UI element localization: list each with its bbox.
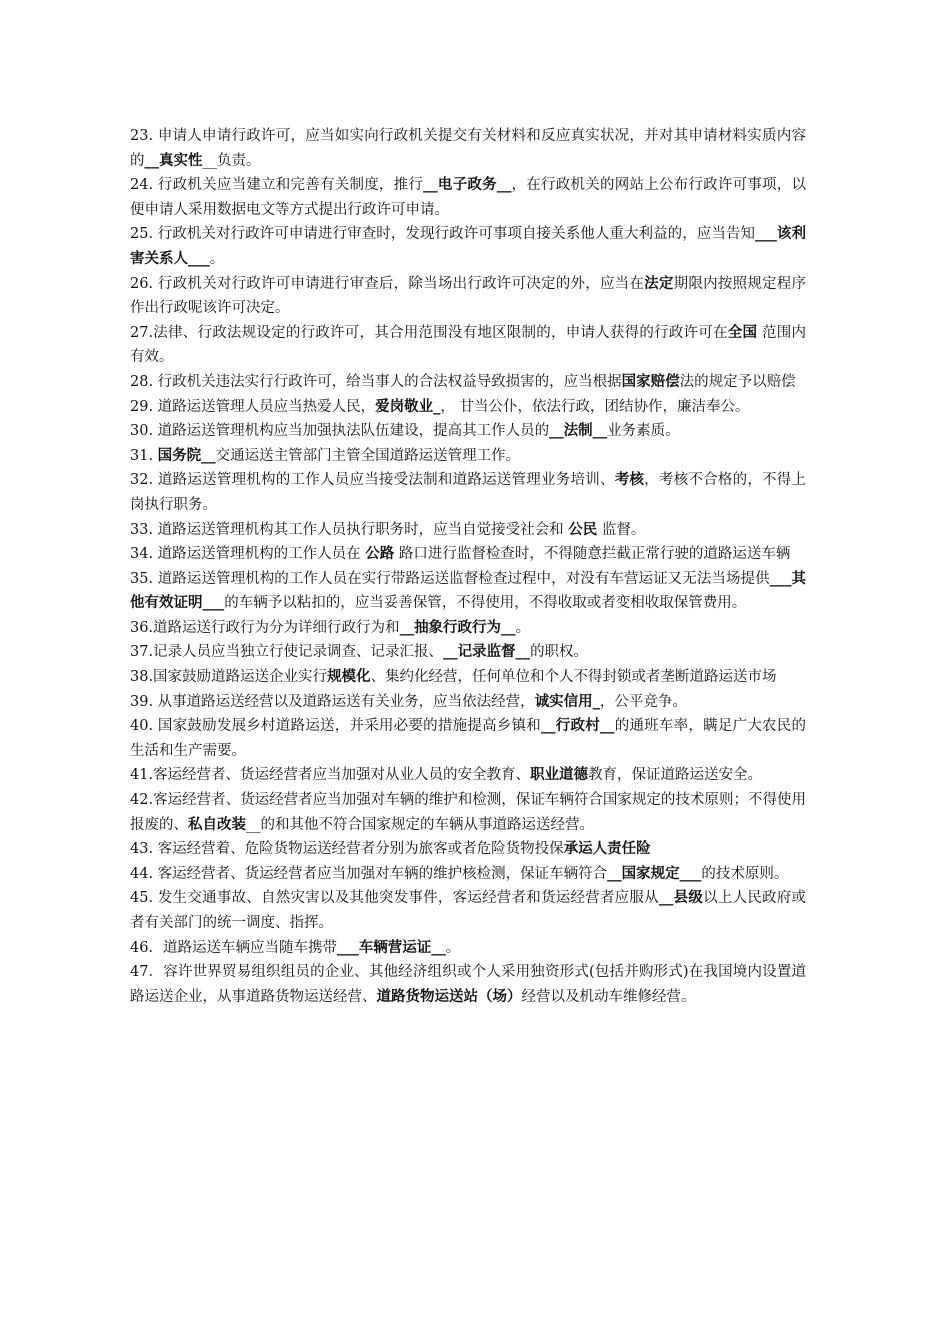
question-text: 交通运送主管部门主管全国道路运送管理工作。 (215, 447, 521, 464)
question-text: 经营以及机动车维修经营。 (521, 988, 696, 1005)
answer-text: 考核 (614, 472, 645, 489)
answer-text: 国务院__ (157, 447, 216, 464)
question-text: 45. 发生交通事故、自然灾害以及其他突发事件，客运经营者和货运经营者应服从 (130, 890, 659, 907)
question-text: 25. 行政机关对行政许可申请进行审查时，发现行政许可事项自接关系他人重大利益的，应当告知 (130, 226, 756, 243)
question-text: 以上人民政府或者有关部门的统一调度、指挥。 (130, 890, 807, 931)
question-item-25 (130, 222, 806, 271)
answer-text: 诚实信用_ (534, 693, 600, 710)
question-text: 43. 客运经营着、危险货物运送经营者分别为旅客或者危险货物投保 (130, 841, 564, 858)
question-text: ， 甘当公仆，依法行政，团结协作，廉洁奉公。 (440, 398, 750, 415)
question-text: ，在行政机关的网站上公布行政许可事项，以便申请人采用数据电文等方式提出行政许可申请。 (130, 177, 807, 218)
answer-text: 全国 (727, 324, 758, 341)
question-text: 28. 行政机关违法实行行政许可，给当事人的合法权益导致损害的，应当根据 (130, 373, 622, 390)
question-text: 39. 从事道路运送经营以及道路运送有关业务，应当依法经营， (130, 693, 535, 710)
question-text: __的和其他不符合国家规定的车辆从事道路运送经营。 (246, 816, 594, 833)
answer-text: 国家赔偿 (621, 373, 680, 390)
question-text: 监督。 (597, 521, 646, 538)
question-text: ，公平竞争。 (599, 693, 687, 710)
answer-text: __县级 (658, 890, 704, 907)
question-text: 27.法律、行政法规设定的行政许可，其合用范围没有地区限制的，申请人获得的行政许可在 (130, 324, 728, 341)
question-text: 业务素质。 (607, 423, 680, 440)
question-text: 、集约化经营，任何单位和个人不得封锁或者垄断道路运送市场 (370, 669, 777, 686)
question-text: 31. (130, 447, 158, 464)
question-text: 期限内按照规定程序作出行政呢该许可决定。 (130, 275, 807, 317)
question-text: 教育，保证道路运送安全。 (588, 767, 763, 784)
question-text: 41.客运经营者、货运经营者应当加强对从业人员的安全教育、 (130, 767, 531, 784)
question-text: __负责。 (202, 152, 261, 169)
question-text: 的通班车率，瞒足广大农民的生活和生产需要。 (130, 718, 807, 759)
question-item-29 (130, 395, 806, 420)
answer-text: __记录监督__ (443, 644, 531, 661)
question-text: 40. 国家鼓励发展乡村道路运送，并采用必要的措施提高乡镇和 (130, 718, 542, 735)
question-item-23 (130, 124, 806, 173)
question-item-27 (130, 321, 806, 370)
answer-text: 职业道德 (530, 767, 589, 784)
question-item-43 (130, 837, 806, 862)
question-item-37 (130, 640, 806, 665)
question-text: 37.记录人员应当独立行使记录调查、记录汇报、 (130, 644, 444, 661)
answer-text: 私自改装 (188, 816, 246, 833)
question-text: 23. 申请人申请行政许可，应当如实向行政机关提交有关材料和反应真实状况，并对其申请材料实质内容的 (130, 128, 806, 169)
answer-text: ___其他有效证明___ (130, 570, 807, 612)
question-text: 30. 道路运送管理机构应当加强执法队伍建设，提高其工作人员的 (130, 423, 550, 440)
question-item-44 (130, 862, 806, 887)
answer-text: __法制__ (549, 423, 608, 440)
question-text: 24. 行政机关应当建立和完善有关制度，推行 (130, 177, 424, 194)
answer-text: 公民 (568, 521, 598, 538)
question-item-45 (130, 886, 806, 935)
answer-text: 道路货物运送站（场） (376, 988, 522, 1005)
question-text: 。 (515, 619, 531, 636)
question-text: 的技术原则。 (701, 865, 789, 882)
answer-text: ___该利害关系人___ (130, 226, 806, 267)
question-item-38 (130, 665, 806, 690)
question-item-40 (130, 714, 806, 763)
answer-text: ___车辆营运证__ (336, 939, 446, 956)
question-text: 42.客运经营者、货运经营者应当加强对车辆的维护和检测，保证车辆符合国家规定的技术原则；不得使用报废的、 (130, 792, 806, 833)
question-text: 34. 道路运送管理机构的工作人员在 (130, 546, 366, 563)
question-text: 路口进行监督检查时，不得随意拦截正常行驶的道路运送车辆 (394, 546, 791, 563)
question-item-47 (130, 960, 806, 1009)
question-item-34 (130, 542, 806, 567)
question-item-30 (130, 419, 806, 444)
answer-text: __真实性 (144, 152, 203, 169)
question-text: 26. 行政机关对行政许可申请进行审查后，除当场出行政许可决定的外，应当在 (130, 275, 645, 292)
question-text: 29. 道路运送管理人员应当热爱人民， (130, 398, 376, 415)
answer-text: 法定 (644, 275, 674, 292)
question-item-24 (130, 173, 806, 222)
document-body (130, 124, 806, 1009)
question-text: 32. 道路运送管理机构的工作人员应当接受法制和道路运送管理业务培训、 (130, 472, 615, 489)
question-item-42 (130, 788, 806, 837)
question-text: 46．道路运送车辆应当随车携带 (130, 939, 337, 956)
question-item-36 (130, 616, 806, 641)
question-item-41 (130, 763, 806, 788)
question-text: 的职权。 (530, 644, 589, 661)
answer-text: __国家规定___ (607, 865, 702, 882)
question-text: 38.国家鼓励道路运送企业实行 (130, 669, 328, 686)
answer-text: __行政村__ (541, 718, 615, 735)
question-item-28 (130, 370, 806, 395)
question-item-35 (130, 567, 806, 616)
question-text: ，考核不合格的，不得上岗执行职务。 (130, 472, 807, 513)
question-text: 44. 客运经营者、货运经营者应当加强对车辆的维护核检测，保证车辆符合 (130, 865, 608, 882)
question-text: 36.道路运送行政行为分为详细行政行为和 (130, 619, 400, 636)
question-item-26 (130, 272, 806, 321)
answer-text: 公路 (365, 546, 395, 563)
answer-text: 爱岗敬业_ (375, 398, 441, 415)
answer-text: __抽象行政行为__ (399, 619, 516, 636)
question-item-39 (130, 690, 806, 715)
answer-text: __电子政务__ (423, 177, 512, 194)
answer-text: 规模化 (327, 669, 371, 686)
question-text: 47．容许世界贸易组织组员的企业、其他经济组织或个人采用独资形式(包括并购形式)在我国境内设置道路运送企业，从事道路货物运送经营、 (130, 964, 806, 1005)
question-item-32 (130, 468, 806, 517)
question-text: 。 (209, 250, 225, 267)
question-item-33 (130, 518, 806, 543)
question-item-46 (130, 936, 806, 961)
question-text: 法的规定予以赔偿 (679, 373, 796, 390)
question-text: 33. 道路运送管理机构其工作人员执行职务时，应当自觉接受社会和 (130, 521, 569, 538)
answer-text: 承运人责任险 (563, 841, 651, 858)
question-text: 的车辆予以粘扣的，应当妥善保管，不得使用，不得收取或者变相收取保管费用。 (224, 595, 747, 612)
question-item-31 (130, 444, 806, 469)
question-text: 35. 道路运送管理机构的工作人员在实行带路运送监督检查过程中，对没有车营运证又无法当场提供 (130, 570, 770, 587)
question-text: 范围内有效。 (130, 324, 807, 366)
question-text: 。 (445, 939, 461, 956)
